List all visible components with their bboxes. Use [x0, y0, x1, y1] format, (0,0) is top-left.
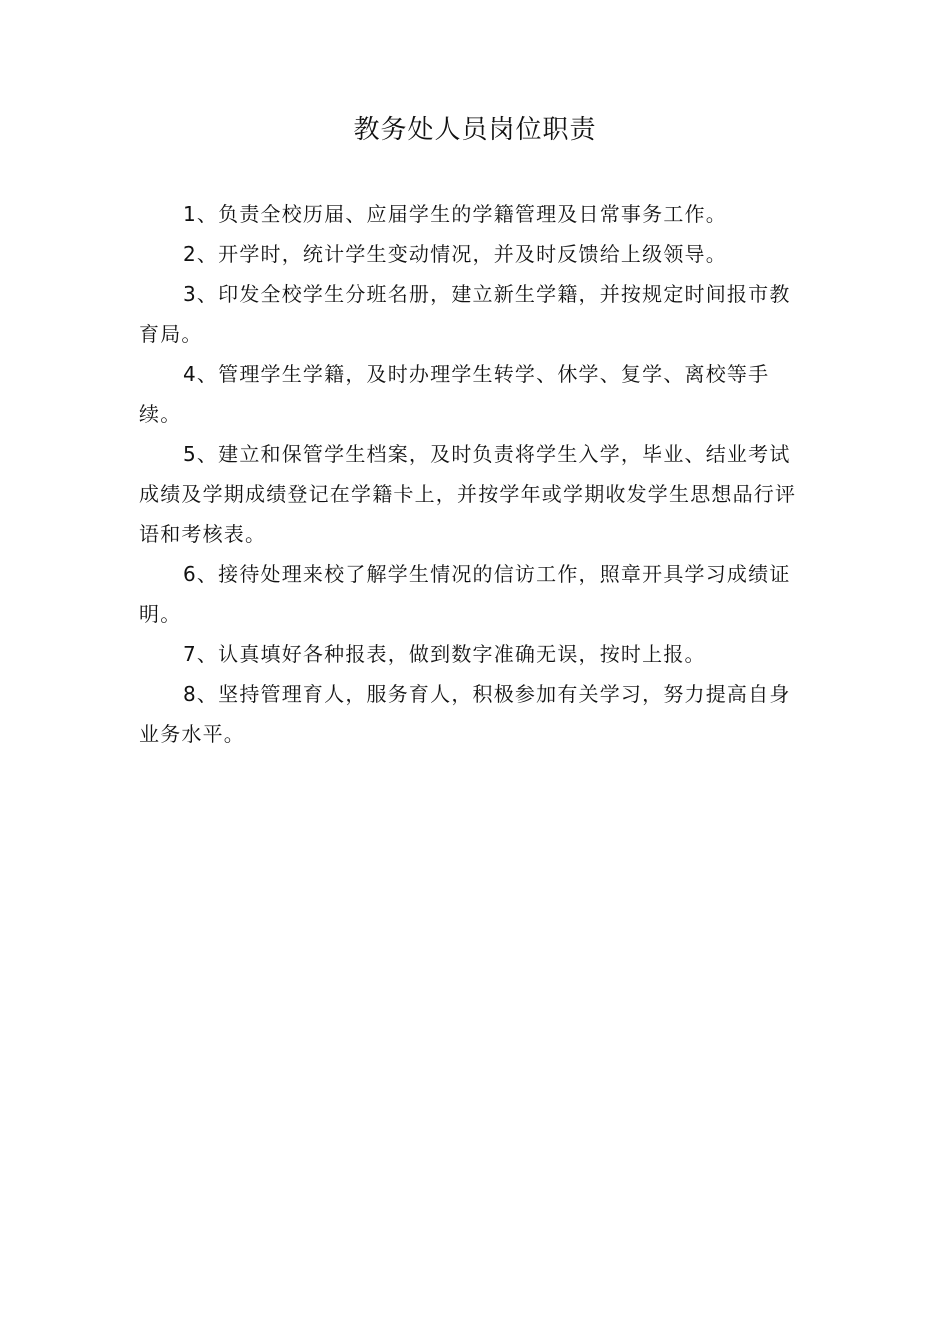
duty-item-4: 4、管理学生学籍，及时办理学生转学、休学、复学、离校等手续。 — [139, 362, 770, 426]
duty-item-6: 6、接待处理来校了解学生情况的信访工作，照章开具学习成绩证明。 — [139, 562, 791, 626]
duty-item-5: 5、建立和保管学生档案，及时负责将学生入学，毕业、结业考试成绩及学期成绩登记在学籍卡上，并按学年或学期收发学生思想品行评语和考核表。 — [139, 442, 797, 546]
document-title: 教务处人员岗位职责 — [353, 115, 597, 145]
duty-list — [139, 194, 811, 754]
duty-item-7: 7、认真填好各种报表，做到数字准确无误，按时上报。 — [183, 642, 706, 666]
duty-item-1: 1、负责全校历届、应届学生的学籍管理及日常事务工作。 — [183, 202, 727, 226]
duty-item-8: 8、坚持管理育人，服务育人，积极参加有关学习，努力提高自身业务水平。 — [139, 682, 791, 746]
duty-item-2: 2、开学时，统计学生变动情况，并及时反馈给上级领导。 — [183, 242, 727, 266]
duty-item-3: 3、印发全校学生分班名册，建立新生学籍，并按规定时间报市教育局。 — [139, 282, 791, 346]
